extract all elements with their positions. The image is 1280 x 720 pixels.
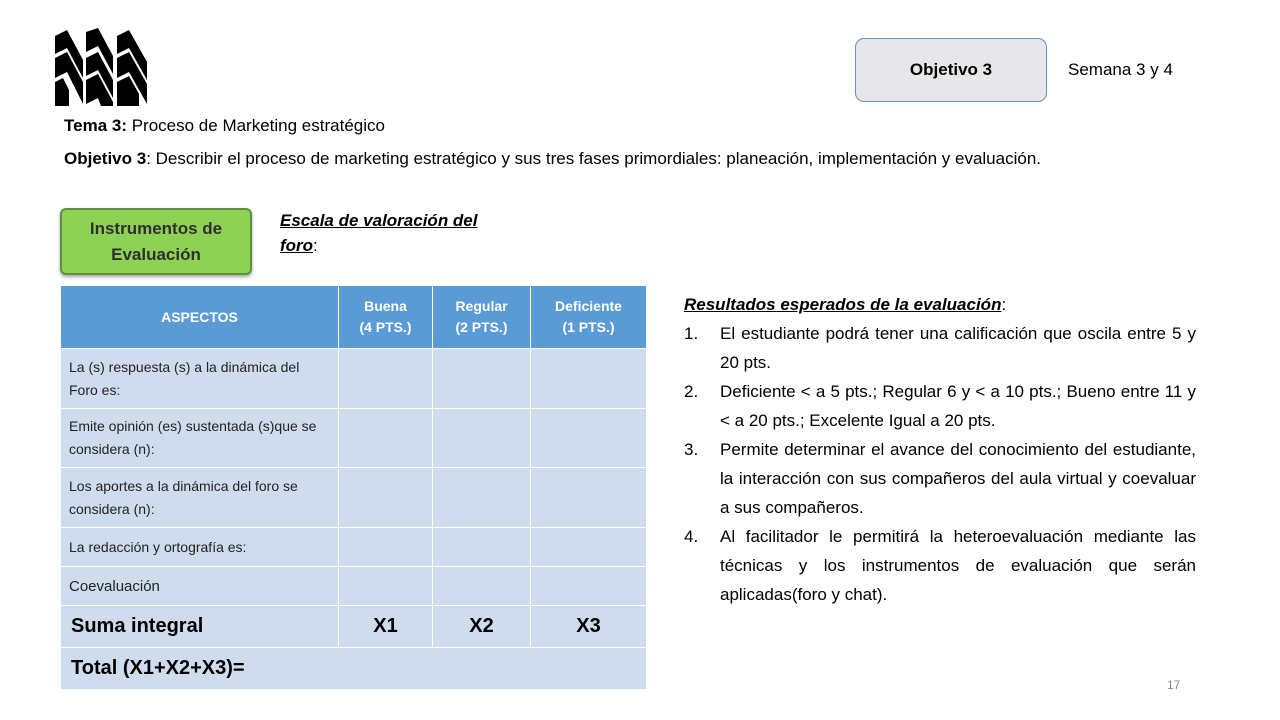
institution-logo <box>53 28 150 108</box>
objective-badge: Objetivo 3 <box>855 38 1047 102</box>
cell-buena <box>339 349 433 409</box>
topic-line <box>64 116 385 136</box>
row-aspect: Los aportes a la dinámica del foro se considera (n): <box>61 468 339 528</box>
topic-label: Tema 3: <box>64 116 127 135</box>
sum-row <box>61 606 647 648</box>
item-text: Deficiente < a 5 pts.; Regular 6 y < a 10 pts.; Bueno entre 11 y < a 20 pts.; Excelente Igual a 20 pts. <box>720 382 1196 430</box>
scale-title <box>280 208 498 258</box>
table-row <box>61 468 647 528</box>
list-item <box>684 435 1196 522</box>
header-aspectos: ASPECTOS <box>61 286 339 349</box>
instruments-line-2: Evaluación <box>111 244 201 264</box>
row-aspect: La (s) respuesta (s) a la dinámica del Foro es: <box>61 349 339 409</box>
cell-buena <box>339 528 433 567</box>
row-aspect: Coevaluación <box>61 567 339 606</box>
instruments-line-1: Instrumentos de <box>89 218 223 238</box>
row-aspect: La redacción y ortografía es: <box>61 528 339 567</box>
results-title-text: Resultados esperados de la evaluación <box>684 295 1002 314</box>
sum-x2: X2 <box>433 606 531 648</box>
cell-regular <box>433 409 531 468</box>
item-text: El estudiante podrá tener una calificación que oscila entre 5 y 20 pts. <box>720 324 1196 372</box>
cell-buena <box>339 567 433 606</box>
sum-x1: X1 <box>339 606 433 648</box>
cell-deficiente <box>531 409 647 468</box>
expected-results <box>684 290 1196 609</box>
table-row <box>61 528 647 567</box>
objective-text: : Describir el proceso de marketing estratégico y sus tres fases primordiales: planeación, implementación y evaluación. <box>146 149 1041 168</box>
list-item <box>684 319 1196 377</box>
cell-regular <box>433 349 531 409</box>
item-text: Al facilitador le permitirá la heteroevaluación mediante las técnicas y los instrumentos de evaluación que serán aplicadas(foro y chat). <box>720 527 1196 604</box>
header-buena: Buena (4 PTS.) <box>339 286 433 349</box>
row-aspect: Emite opinión (es) sustentada (s)que se considera (n): <box>61 409 339 468</box>
instruments-badge <box>60 208 252 275</box>
table-row <box>61 567 647 606</box>
header-deficiente: Deficiente (1 PTS.) <box>531 286 647 349</box>
header-regular: Regular (2 PTS.) <box>433 286 531 349</box>
week-label: Semana 3 y 4 <box>1068 60 1173 79</box>
table-row <box>61 349 647 409</box>
list-item <box>684 522 1196 609</box>
item-number: 2. <box>684 382 699 401</box>
evaluation-table <box>60 285 647 690</box>
item-text: Permite determinar el avance del conocimiento del estudiante, la interacción con sus compañeros del aula virtual y coevaluar a sus compañeros. <box>720 440 1196 517</box>
cell-deficiente <box>531 349 647 409</box>
cell-deficiente <box>531 528 647 567</box>
results-list <box>684 319 1196 609</box>
results-title <box>684 290 1196 319</box>
objective-label: Objetivo 3 <box>64 149 147 168</box>
cell-buena <box>339 409 433 468</box>
objective-paragraph <box>64 145 1202 173</box>
sum-label: Suma integral <box>61 606 339 648</box>
scale-title-text: Escala de valoración del foro <box>280 211 478 255</box>
cell-regular <box>433 528 531 567</box>
table-row <box>61 409 647 468</box>
topic-text: Proceso de Marketing estratégico <box>127 116 385 135</box>
cell-deficiente <box>531 567 647 606</box>
page-number: 17 <box>1167 678 1181 692</box>
table-header-row <box>61 286 647 349</box>
item-number: 1. <box>684 324 699 343</box>
cell-regular <box>433 567 531 606</box>
total-row <box>61 648 647 690</box>
item-number: 4. <box>684 527 699 546</box>
list-item <box>684 377 1196 435</box>
item-number: 3. <box>684 440 699 459</box>
scale-title-colon: : <box>313 236 318 255</box>
cell-buena <box>339 468 433 528</box>
cell-regular <box>433 468 531 528</box>
sum-x3: X3 <box>531 606 647 648</box>
results-title-colon: : <box>1001 295 1007 314</box>
cell-deficiente <box>531 468 647 528</box>
total-label: Total (X1+X2+X3)= <box>61 648 647 690</box>
